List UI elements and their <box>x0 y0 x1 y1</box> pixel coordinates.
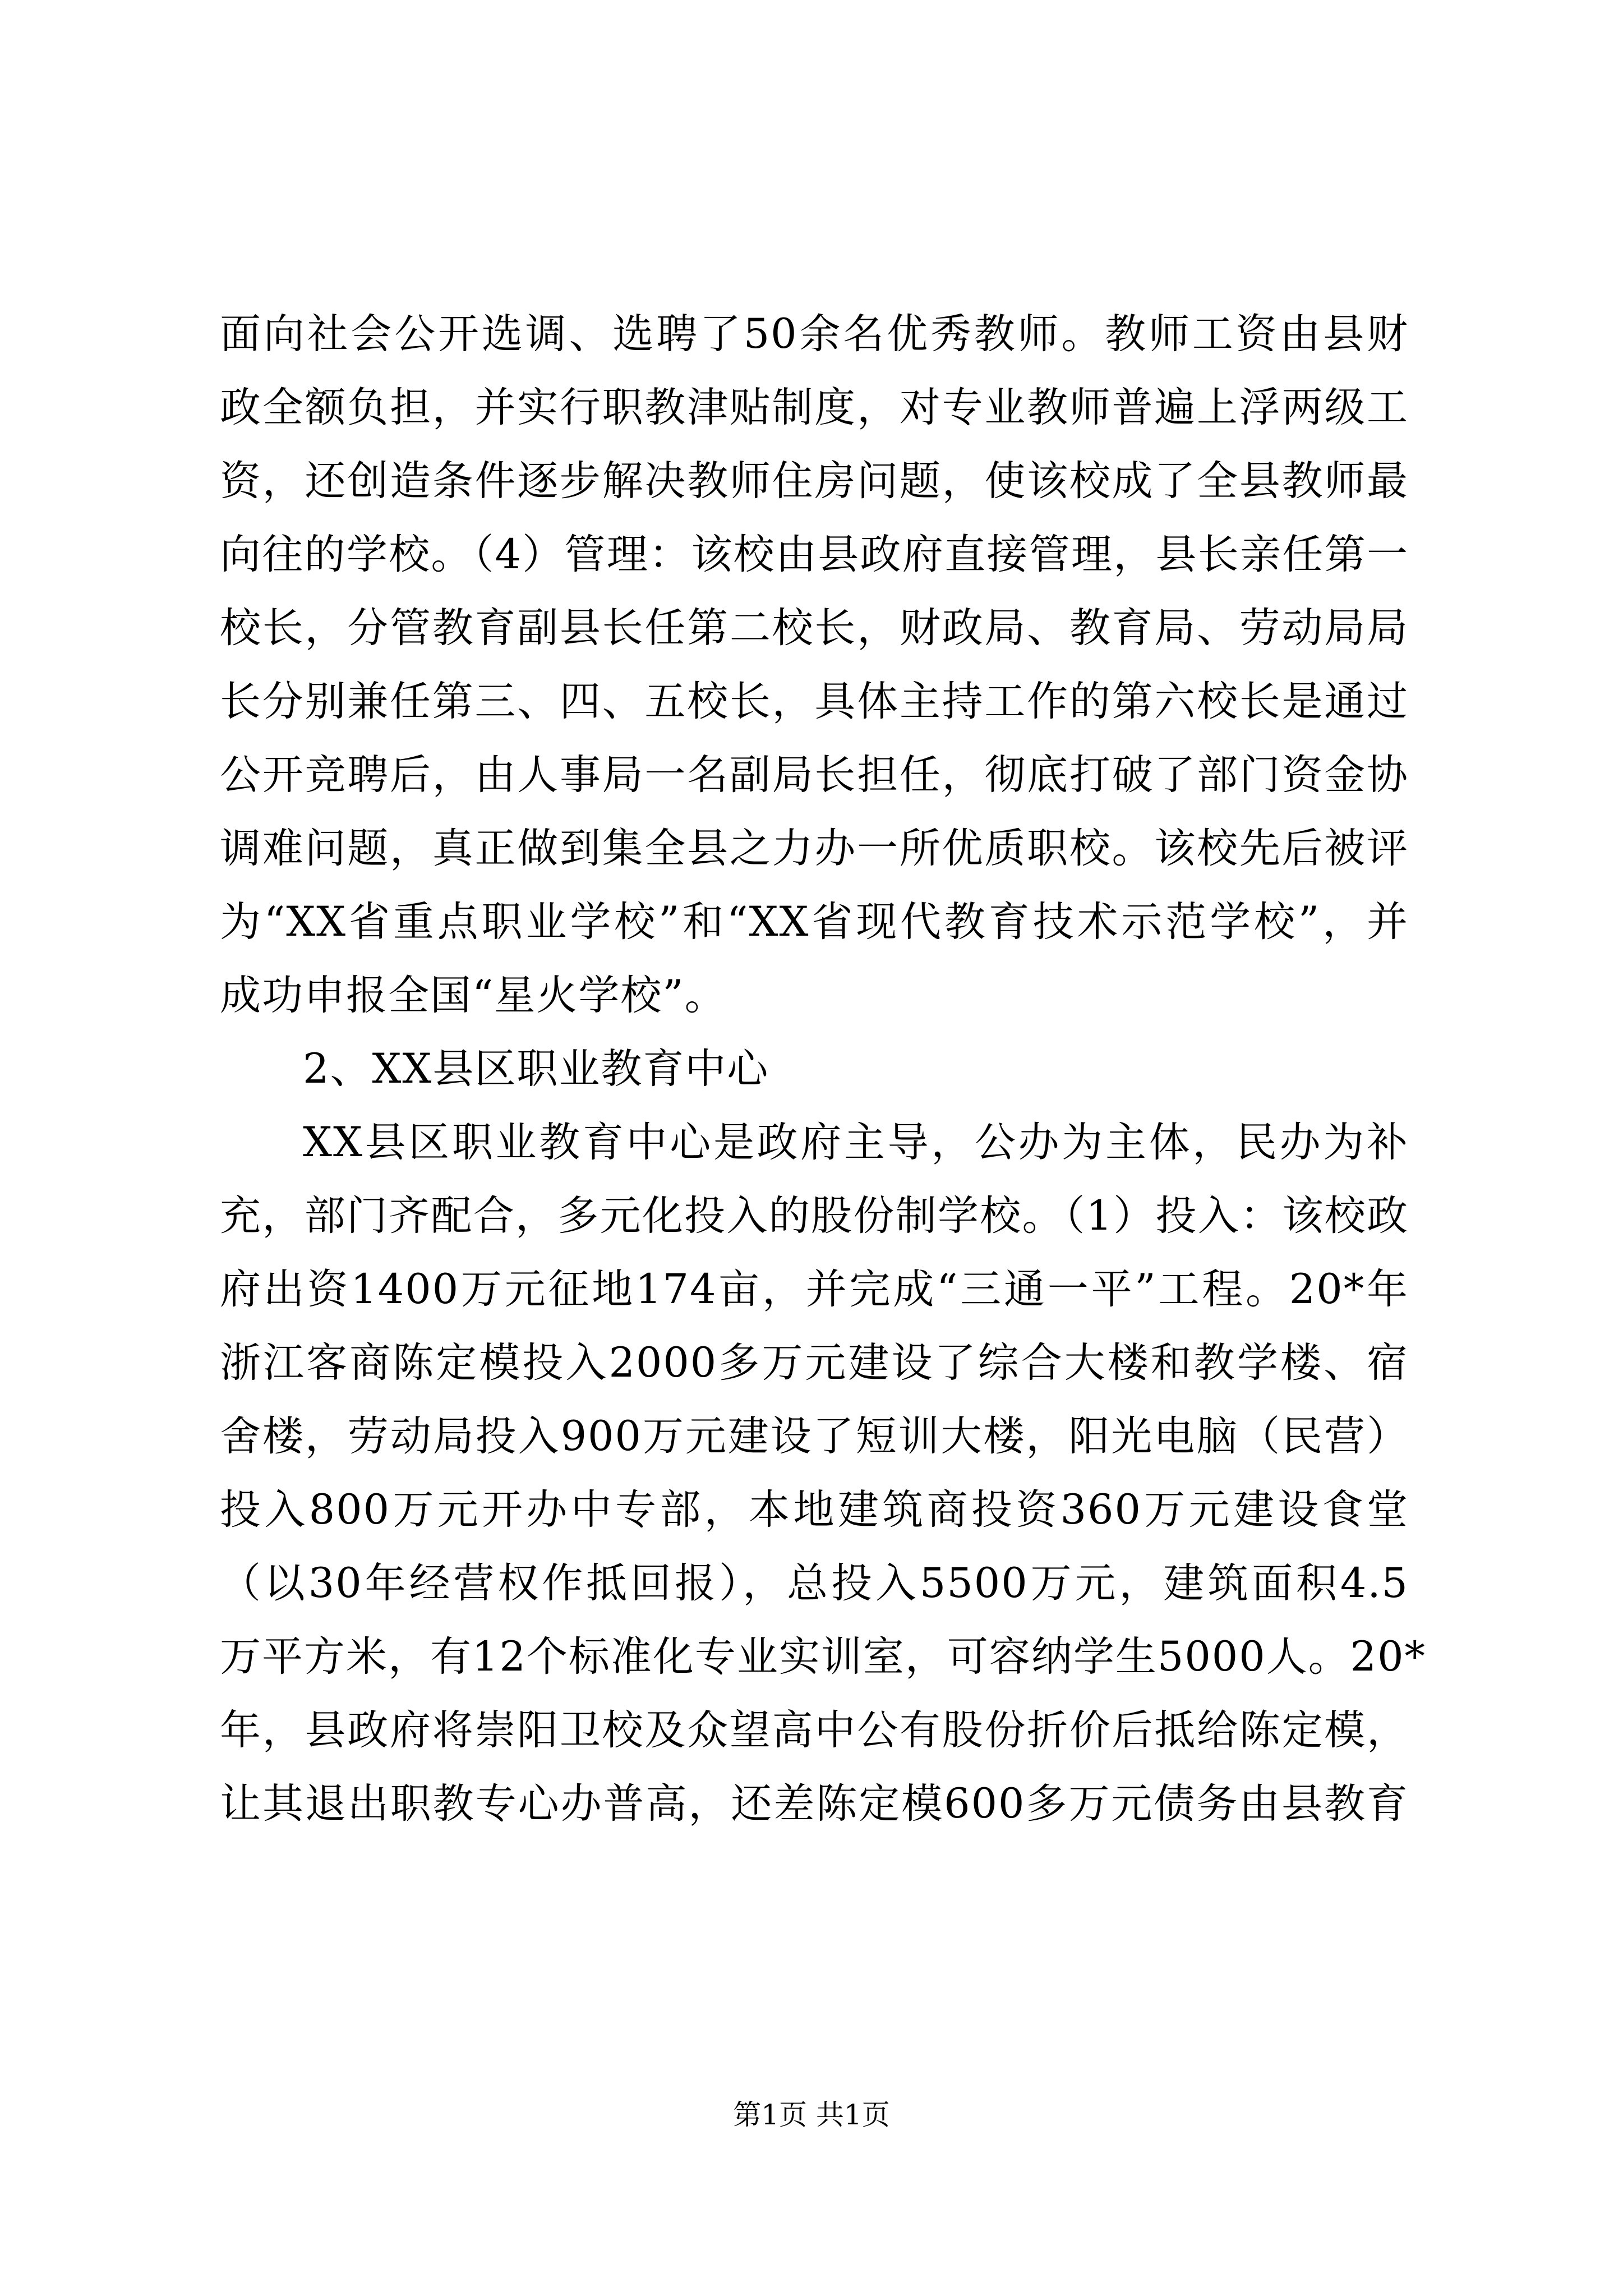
text-line-4: 向往的学校。（4）管理：该校由县政府直接管理，县长亲任第一 <box>220 531 1409 578</box>
document-body <box>220 297 1427 1841</box>
text-line-6: 长分别兼任第三、四、五校长，具体主持工作的第六校长是通过 <box>220 678 1409 725</box>
text-line-14: 府出资1400万元征地174亩，并完成“三通一平”工程。20*年 <box>220 1266 1409 1313</box>
section-heading: 2、XX县区职业教育中心 <box>303 1045 769 1093</box>
text-line-5: 校长，分管教育副县长任第二校长，财政局、教育局、劳动局局 <box>220 604 1409 652</box>
text-line-21: 让其退出职教专心办普高，还差陈定模600多万元债务由县教育 <box>220 1780 1409 1828</box>
text-line-17: 投入800万元开办中专部，本地建筑商投资360万元建设食堂 <box>220 1486 1409 1534</box>
text-line-7: 公开竞聘后，由人事局一名副局长担任，彻底打破了部门资金协 <box>220 751 1409 799</box>
text-line-9: 为“XX省重点职业学校”和“XX省现代教育技术示范学校”，并 <box>220 898 1409 946</box>
text-line-13: 充，部门齐配合，多元化投入的股份制学校。（1）投入：该校政 <box>220 1192 1409 1240</box>
text-line-20: 年，县政府将崇阳卫校及众望高中公有股份折价后抵给陈定模， <box>220 1706 1409 1754</box>
text-line-19: 万平方米，有12个标准化专业实训室，可容纳学生5000人。20* <box>220 1633 1427 1681</box>
text-line-15: 浙江客商陈定模投入2000多万元建设了综合大楼和教学楼、宿 <box>220 1339 1409 1387</box>
text-line-12: XX县区职业教育中心是政府主导，公办为主体，民办为补 <box>303 1119 1409 1166</box>
text-line-16: 舍楼，劳动局投入900万元建设了短训大楼，阳光电脑（民营） <box>220 1412 1409 1460</box>
text-line-2: 政全额负担，并实行职教津贴制度，对专业教师普遍上浮两级工 <box>220 384 1409 431</box>
text-line-8: 调难问题，真正做到集全县之力办一所优质职校。该校先后被评 <box>220 825 1409 872</box>
text-line-3: 资，还创造条件逐步解决教师住房问题，使该校成了全县教师最 <box>220 457 1409 505</box>
page-footer: 第1页 共1页 <box>733 2099 890 2131</box>
text-line-18: （以30年经营权作抵回报），总投入5500万元，建筑面积4.5 <box>220 1559 1409 1607</box>
text-line-10: 成功申报全国“星火学校”。 <box>220 972 727 1019</box>
text-line-1: 面向社会公开选调、选聘了50余名优秀教师。教师工资由县财 <box>220 310 1409 358</box>
